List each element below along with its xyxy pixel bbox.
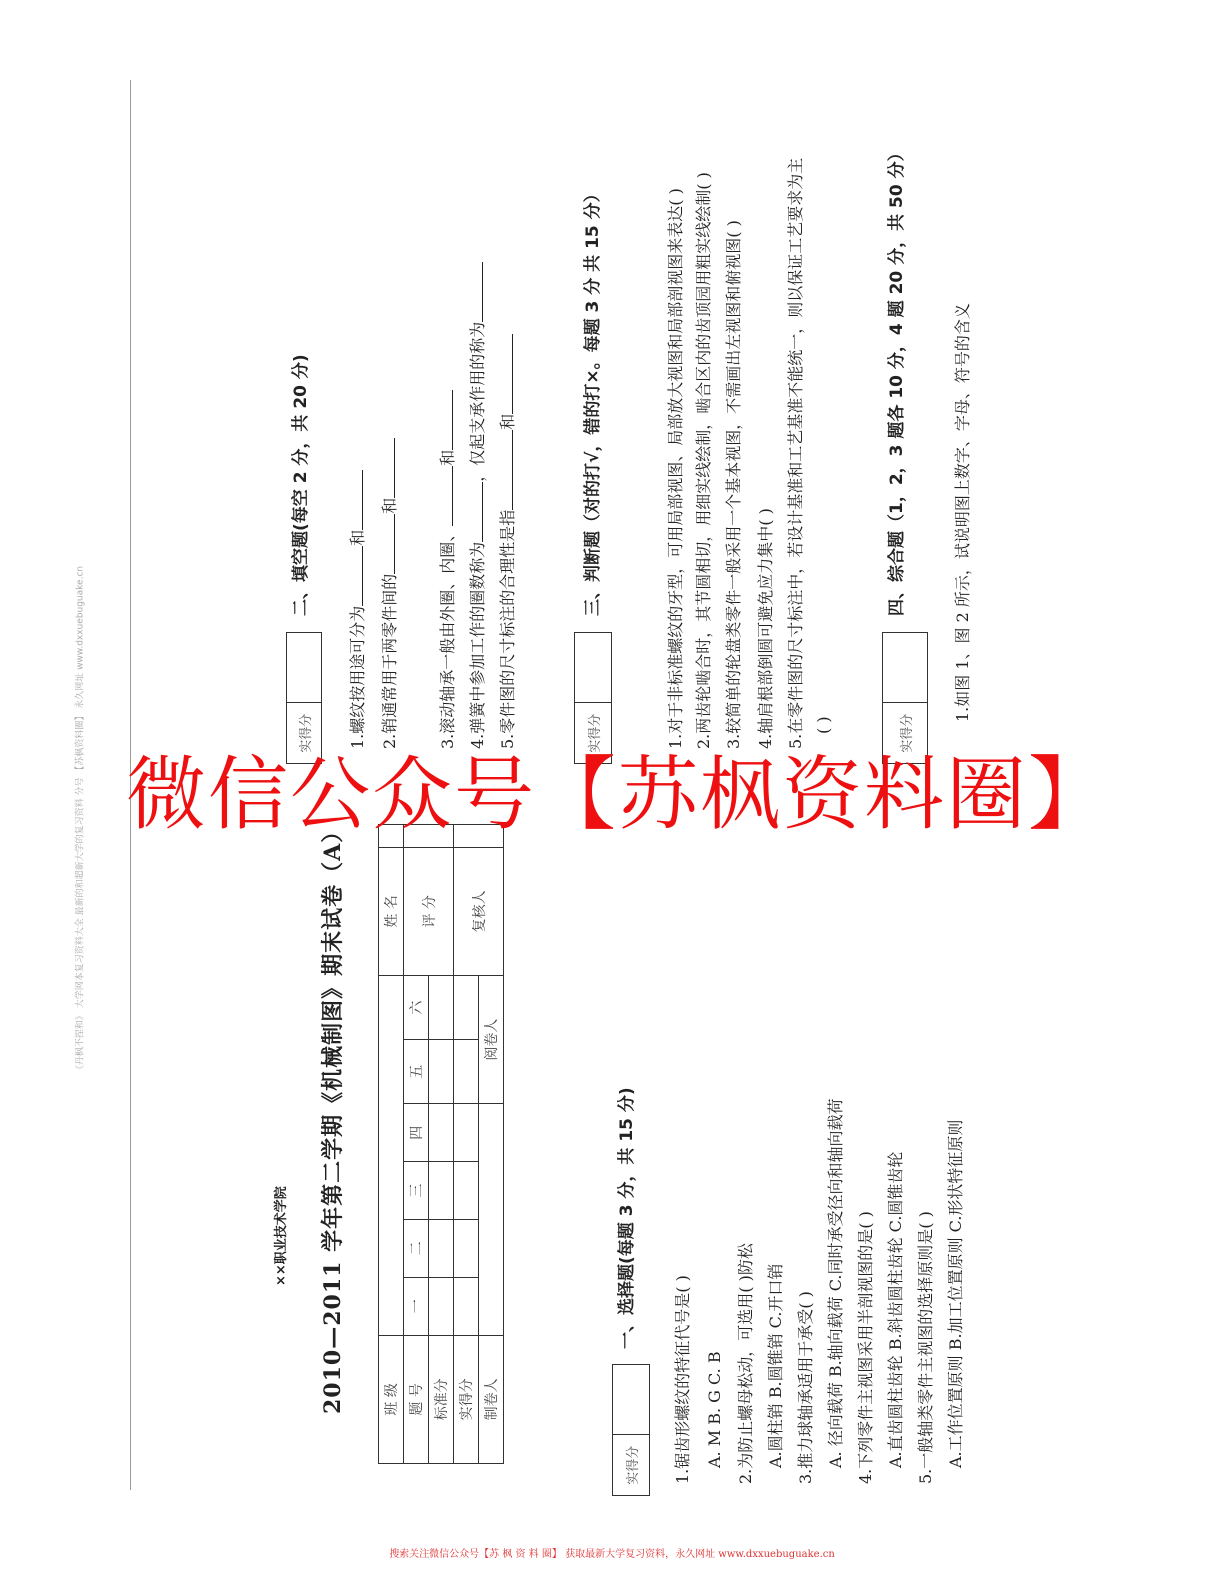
col-6: 六 — [404, 975, 429, 1039]
score-table — [378, 824, 504, 1464]
s1-q4-options: A.直齿圆柱齿轮 B.斜齿圆柱齿轮 C.圆锥齿轮 — [886, 1151, 905, 1468]
col-4: 四 — [404, 1104, 429, 1162]
s1-q2: 2.为防止螺母松动，可选用( )防松 — [736, 1243, 755, 1484]
section4-score-label: 实得分 — [883, 702, 927, 763]
section4-header: 四、综合题（1，2，3 题各 10 分，4 题 20 分，共 50 分） — [887, 144, 907, 616]
s3-q4: 4.轴肩根部倒圆可避免应力集中( ) — [756, 508, 775, 749]
s2-q2-and: 和 — [380, 497, 399, 514]
section3-header: 三、判断题（对的打√，错的打×。每题 3 分 共 15 分） — [583, 185, 603, 616]
standard-score-label: 标准分 — [429, 1335, 454, 1463]
s1-q3: 3.推力球轴承适用于承受( ) — [796, 1291, 815, 1484]
section2-score-label: 实得分 — [287, 702, 321, 763]
s2-q5: 5.零件图的尺寸标注的合理性是指 — [498, 509, 517, 749]
s1-q3-options: A. 径向载荷 B.轴向载荷 C.同时承受径向和轴向载荷 — [826, 1098, 845, 1468]
wechat-watermark: 微信公众号【苏枫资料圈】 — [126, 748, 1110, 841]
s1-q5-options: A.工作位置原则 B.加工位置原则 C.形状特征原则 — [946, 1119, 965, 1468]
col-2: 二 — [404, 1219, 429, 1277]
exam-title: 2010—2011 学年第二学期《机械制图》期末试卷（A） — [320, 819, 346, 1414]
s3-q5: 5.在零件图的尺寸标注中，若设计基准和工艺基准不能统一，则以保证工艺要求为主 — [786, 157, 805, 749]
checker-label: 复核人 — [454, 847, 504, 975]
section2-header: 二、填空题(每空 2 分，共 20 分) — [291, 354, 311, 616]
grading-label: 评 分 — [404, 847, 454, 975]
s1-q1-options: A. M B. G C. B — [705, 1351, 724, 1468]
s1-q1: 1.锯齿形螺纹的特征代号是( ) — [673, 1275, 692, 1484]
s3-q3: 3.较简单的轮盘类零件一般采用一个基本视图，不需画出左视图和俯视图( ) — [724, 220, 743, 749]
school-name: ××职业技术学院 — [274, 1186, 289, 1286]
s3-q5-tail: ( ) — [814, 716, 833, 734]
section1-header: 一、选择题(每题 3 分，共 15 分) — [617, 1087, 637, 1349]
maker-label: 制卷人 — [479, 1335, 504, 1463]
s2-q1: 1.螺纹按用途可分为 — [348, 605, 367, 749]
s2-q4-mid: ，仅起支承作用的称为 — [468, 321, 487, 482]
section1-score-label: 实得分 — [613, 1434, 649, 1495]
col-3: 三 — [404, 1162, 429, 1220]
s4-q1: 1.如图 1、图 2 所示，试说明图上数字、字母、符号的含义 — [953, 303, 972, 722]
col-5: 五 — [404, 1040, 429, 1104]
col-1: 一 — [404, 1277, 429, 1335]
side-strip-text: 《丹枫不捏和》 大学网本复习资料大全 最新的和超新大学的复习资料 分号 【苏枫资料圈】 永久网址 www.dxxuebuguake.cn — [75, 565, 86, 1075]
s1-q4: 4.下列零件主视图采用半剖视图的是( ) — [856, 1211, 875, 1484]
s2-q3: 3.滚动轴承一般由外圈、内圈、 — [438, 525, 457, 749]
s1-q5: 5.一般轴类零件主视图的选择原则是( ) — [916, 1211, 935, 1484]
s1-q2-options: A.圆柱销 B.圆锥销 C.开口销 — [766, 1263, 785, 1468]
s2-q4: 4.弹簧中参加工作的圈数称为 — [468, 541, 487, 749]
section1-score-box — [612, 1364, 650, 1496]
question-number-label: 题 号 — [404, 1335, 429, 1463]
name-label: 姓 名 — [379, 847, 404, 975]
s2-q1-and: 和 — [348, 529, 367, 546]
reviewer-label: 阅卷人 — [479, 975, 504, 1103]
s2-q5-and: 和 — [498, 413, 517, 430]
s2-q2: 2.销通常用于两零件间的 — [380, 573, 399, 749]
actual-score-label: 实得分 — [454, 1335, 479, 1463]
s3-q2: 2.两齿轮啮合时，其节圆相切，用细实线绘制，啮合区内的齿顶园用粗实线绘制( ) — [694, 172, 713, 749]
s3-q1: 1.对于非标准螺纹的牙型，可用局部视图、局部放大视图和局部剖视图来表达( ) — [666, 188, 685, 749]
s2-q3-and: 和 — [438, 449, 457, 466]
footer-note: 搜索关注微信公众号【苏 枫 资 料 圈】 获取最新大学复习资料，永久网址 www.dxxuebuguake.cn — [389, 1549, 835, 1560]
section3-score-label: 实得分 — [575, 702, 611, 763]
class-label: 班 级 — [379, 1335, 404, 1463]
